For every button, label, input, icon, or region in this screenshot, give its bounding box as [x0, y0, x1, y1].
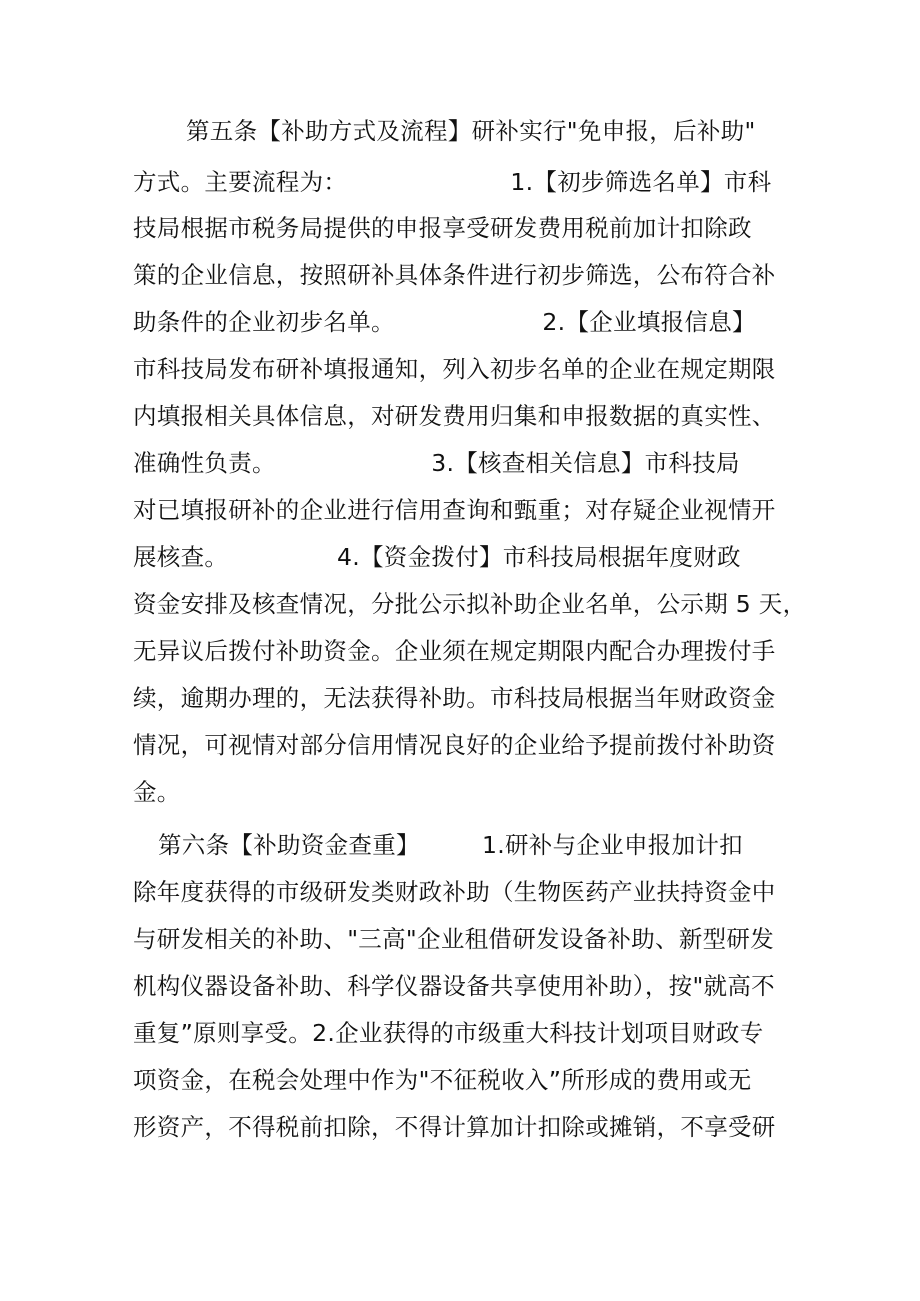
paragraph-line: 策的企业信息，按照研补具体条件进行初步筛选，公布符合补	[133, 261, 776, 289]
paragraph-line: 助条件的企业初步名单。 2.【企业填报信息】	[133, 308, 756, 336]
paragraph-line: 机构仪器设备补助、科学仪器设备共享使用补助），按"就高不	[133, 972, 775, 1000]
paragraph-line: 第五条【补助方式及流程】研补实行"免申报，后补助"	[186, 117, 756, 145]
paragraph-line: 与研发相关的补助、"三高"企业租借研发设备补助、新型研发	[133, 925, 775, 953]
paragraph-line: 市科技局发布研补填报通知，列入初步名单的企业在规定期限	[133, 355, 776, 383]
paragraph-line: 资金安排及核查情况，分批公示拟补助企业名单，公示期 5 天，	[133, 590, 807, 618]
paragraph-line: 方式。主要流程为： 1.【初步筛选名单】市科	[133, 168, 772, 196]
paragraph-line: 金。	[133, 778, 181, 806]
paragraph-line: 准确性负责。 3.【核查相关信息】市科技局	[133, 449, 740, 477]
paragraph-line: 续，逾期办理的，无法获得补助。市科技局根据当年财政资金	[133, 684, 776, 712]
paragraph-line: 展核查。 4.【资金拨付】市科技局根据年度财政	[133, 543, 741, 571]
paragraph-line: 项资金，在税会处理中作为"不征税收入”所形成的费用或无	[133, 1066, 752, 1094]
paragraph-line: 第六条【补助资金查重】 1.研补与企业申报加计扣	[158, 831, 743, 859]
paragraph-line: 重复”原则享受。2.企业获得的市级重大科技计划项目财政专	[133, 1019, 764, 1047]
paragraph-line: 情况，可视情对部分信用情况良好的企业给予提前拨付补助资	[133, 731, 776, 759]
paragraph-line: 除年度获得的市级研发类财政补助（生物医药产业扶持资金中	[133, 878, 776, 906]
paragraph-line: 无异议后拨付补助资金。企业须在规定期限内配合办理拨付手	[133, 637, 776, 665]
paragraph-line: 形资产，不得税前扣除，不得计算加计扣除或摊销，不享受研	[133, 1113, 776, 1141]
paragraph-line: 对已填报研补的企业进行信用查询和甄重；对存疑企业视情开	[133, 496, 776, 524]
paragraph-line: 内填报相关具体信息，对研发费用归集和申报数据的真实性、	[133, 402, 776, 430]
paragraph-line: 技局根据市税务局提供的申报享受研发费用税前加计扣除政	[133, 214, 752, 242]
